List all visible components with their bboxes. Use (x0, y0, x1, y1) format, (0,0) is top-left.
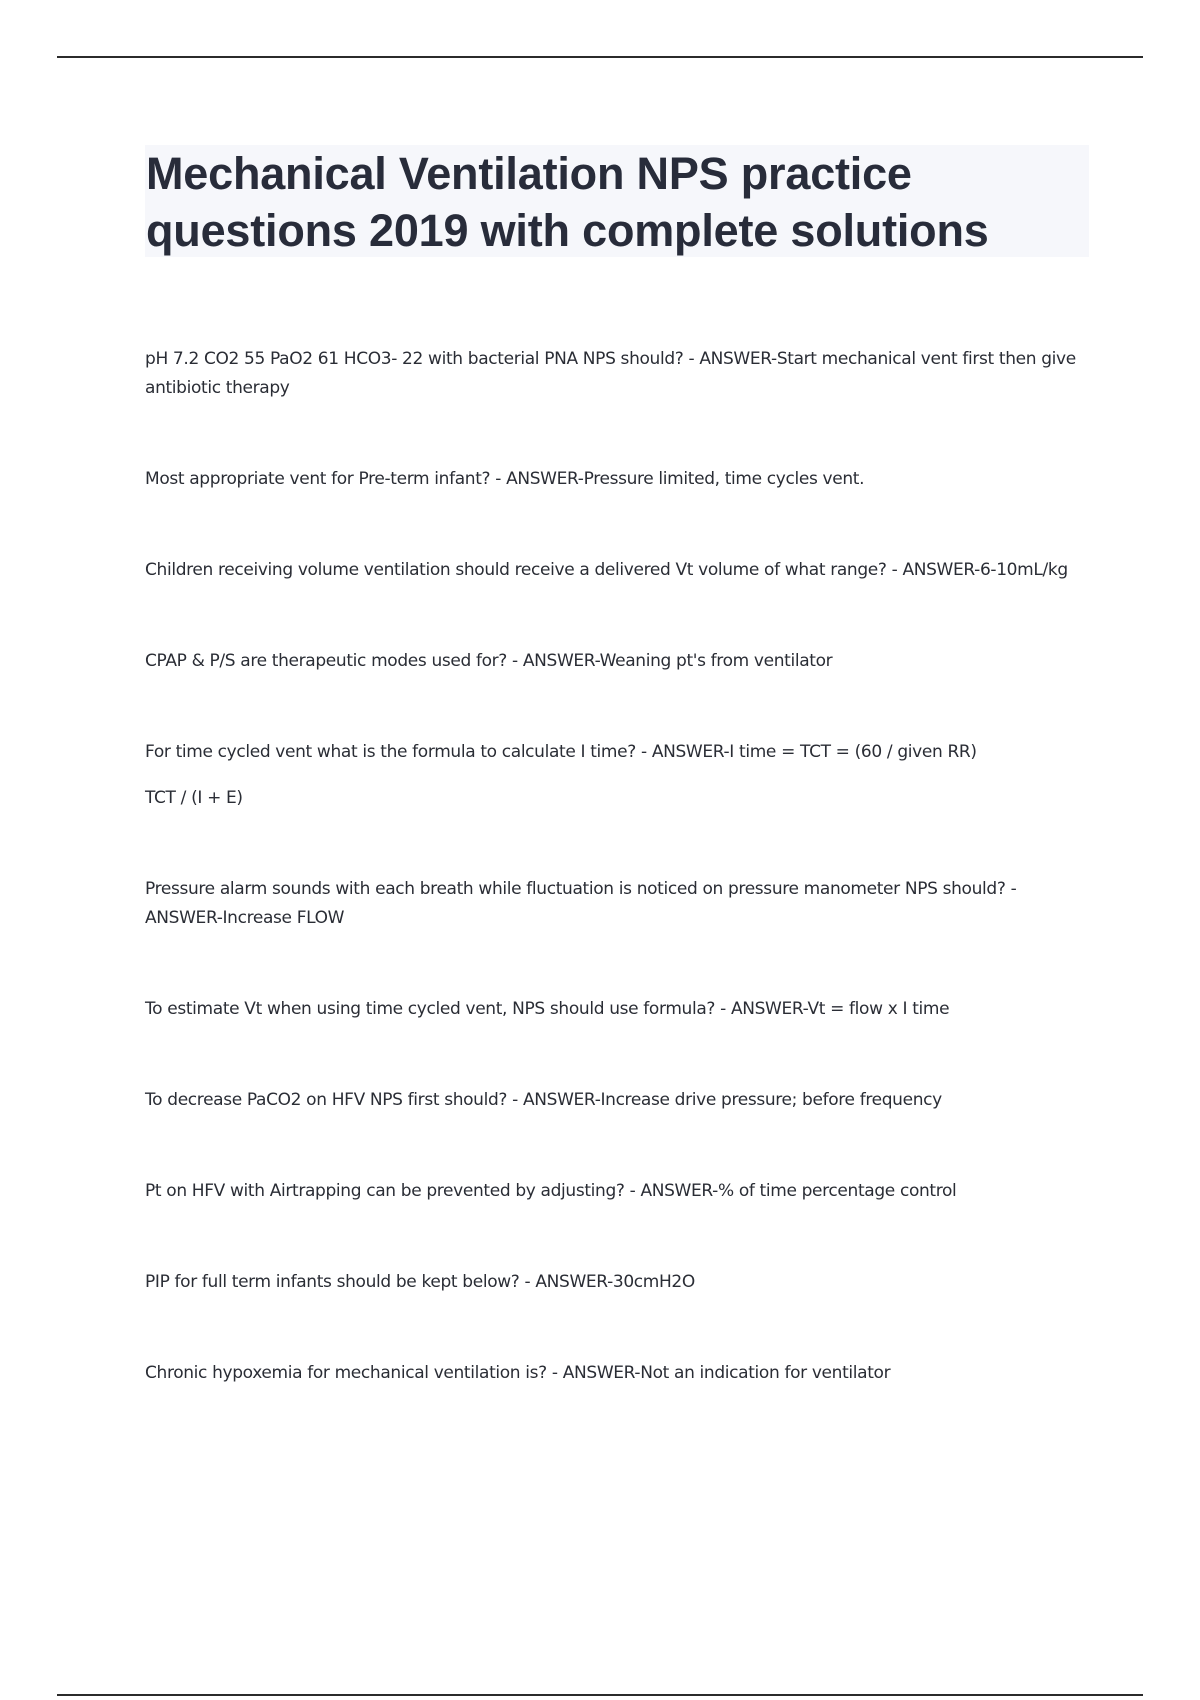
qa-text: Chronic hypoxemia for mechanical ventilation is? - ANSWER-Not an indication for ventilator (145, 1363, 891, 1383)
qa-item (145, 345, 1085, 403)
qa-item (145, 556, 1085, 585)
qa-item (145, 1359, 1085, 1388)
qa-text: To estimate Vt when using time cycled vent, NPS should use formula? - ANSWER-Vt = flow x I time (145, 999, 950, 1019)
qa-text: Pressure alarm sounds with each breath while fluctuation is noticed on pressure manometer NPS should? - ANSWER-Increase FLOW (145, 879, 1017, 928)
bottom-divider (57, 1694, 1143, 1696)
qa-text: Children receiving volume ventilation should receive a delivered Vt volume of what range? - ANSWER-6-10mL/kg (145, 560, 1068, 580)
qa-text: Most appropriate vent for Pre-term infant? - ANSWER-Pressure limited, time cycles vent. (145, 469, 865, 489)
qa-formula-line: TCT / (I + E) (145, 788, 243, 808)
title-line-1: Mechanical Ventilation NPS practice (146, 148, 912, 199)
qa-item (145, 738, 1085, 813)
qa-item (145, 1086, 1085, 1115)
qa-text: CPAP & P/S are therapeutic modes used for? - ANSWER-Weaning pt's from ventilator (145, 651, 833, 671)
qa-item (145, 875, 1085, 933)
top-divider (57, 56, 1143, 58)
qa-item (145, 1177, 1085, 1206)
qa-item (145, 465, 1085, 494)
qa-text: To decrease PaCO2 on HFV NPS first should? - ANSWER-Increase drive pressure; before frequency (145, 1090, 942, 1110)
qa-item (145, 995, 1085, 1024)
qa-item (145, 647, 1085, 676)
qa-text: pH 7.2 CO2 55 PaO2 61 HCO3- 22 with bacterial PNA NPS should? - ANSWER-Start mechanical vent first then give antibiotic therapy (145, 349, 1076, 398)
qa-text: Pt on HFV with Airtrapping can be prevented by adjusting? - ANSWER-% of time percentage control (145, 1181, 957, 1201)
question-answer-list (145, 345, 1085, 1450)
page-title (145, 145, 1089, 259)
qa-item (145, 1268, 1085, 1297)
qa-text: For time cycled vent what is the formula to calculate I time? - ANSWER-I time = TCT = (60 / given RR) (145, 742, 977, 762)
qa-text: PIP for full term infants should be kept below? - ANSWER-30cmH2O (145, 1272, 695, 1292)
title-block (145, 145, 1089, 257)
title-line-2: questions 2019 with complete solutions (146, 205, 989, 256)
